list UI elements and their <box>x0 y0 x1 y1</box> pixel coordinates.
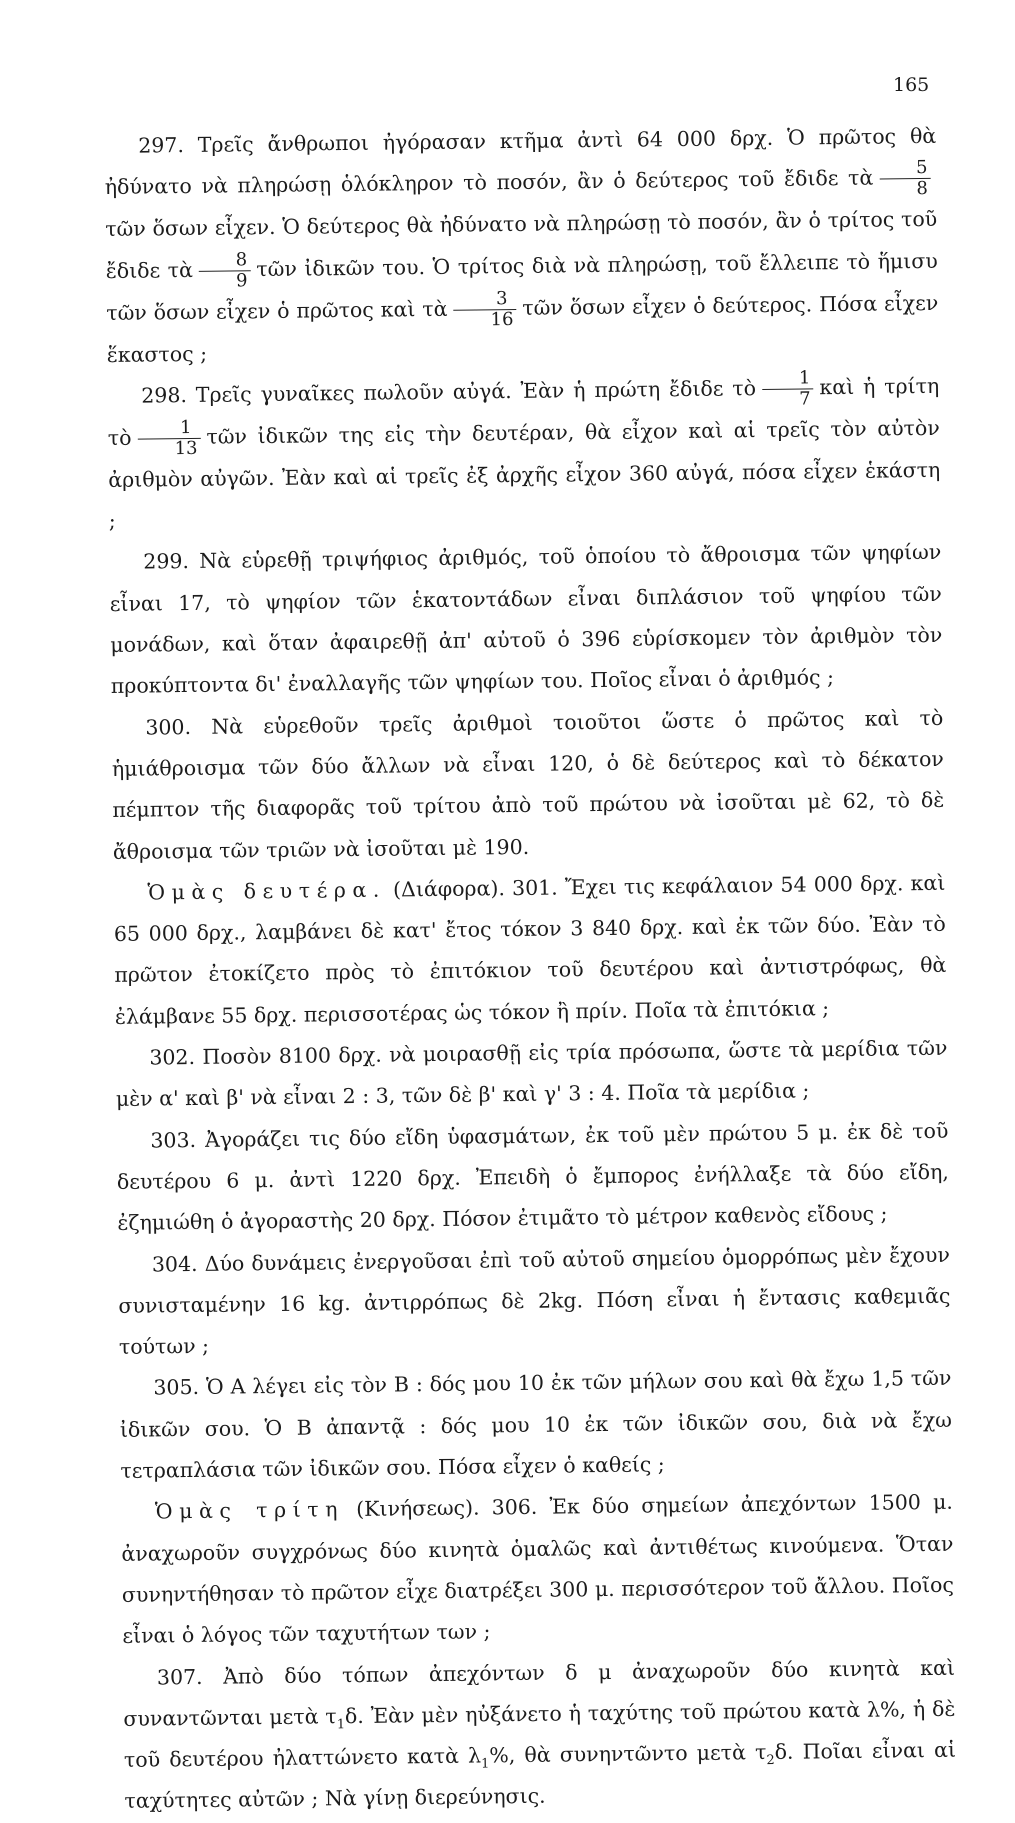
problem-300: 300. Νὰ εὑρεθοῦν τρεῖς ἀριθμοὶ τοιοῦτοι ὥστε ὁ πρῶτος καὶ τὸ ἡμιάθροισμα τῶν δύο ἄλλων νὰ εἶναι 120, ὁ δὲ δεύτερος καὶ τὸ δέκατον πέμπτον τῆς διαφορᾶς τοῦ τρίτου ἀπὸ τοῦ πρώτου νὰ ἰσοῦται μὲ 62, τὸ δὲ ἄθροισμα τῶν τριῶν νὰ ἰσοῦται μὲ 190. <box>111 705 945 864</box>
problem-306: Ὁμὰς τρίτη (Κινήσεως). 306. Ἐκ δύο σημείων ἀπεχόντων 1500 μ. ἀναχωροῦν συγχρόνως δύο κινητὰ ὁμαλῶς καὶ ἀντιθέτως κινούμενα. Ὅταν συνηντήθησαν τὸ πρῶτον εἶχε διατρέξει 300 μ. περισσότερον τοῦ ἄλλου. Ποῖος εἶναι ὁ λόγος τῶν ταχυτήτων των ; <box>121 1490 955 1649</box>
problem-298: 298. Τρεῖς γυναῖκες πωλοῦν αὐγά. Ἐὰν ἡ πρώτη ἔδιδε τὸ $\frac{1}{7}$ καὶ ἡ τρίτη τὸ $\frac{1}{13}$ τῶν ἰδικῶν της εἰς τὴν δευτέραν, θὰ εἶχον καὶ αἱ τρεῖς τὸν αὐτὸν ἀριθμὸν αὐγῶν. Ἐὰν καὶ αἱ τρεῖς ἐξ ἀρχῆς εἶχον 360 αὐγά, πόσα εἶχεν ἑκάστη ; <box>107 367 941 534</box>
fraction: $\frac{1}{13}$ <box>137 418 200 460</box>
fraction: $\frac{3}{16}$ <box>453 289 516 331</box>
problem-301: Ὁμὰς δευτέρα. (Διάφορα). 301. Ἔχει τις κεφάλαιον 54 000 δρχ. καὶ 65 000 δρχ., λαμβάνει δὲ κατ' ἔτος τόκον 3 840 δρχ. καὶ ἐκ τῶν δύο. Ἐὰν τὸ πρῶτον ἐτοκίζετο πρὸς τὸ ἐπιτόκιον τοῦ δευτέρου καὶ ἀντιστρόφως, θὰ ἐλάμβανε 55 δρχ. περισσοτέρας ὡς τόκον ἢ πρίν. Ποῖα τὰ ἐπιτόκια ; <box>113 870 947 1029</box>
problem-299: 299. Νὰ εὑρεθῇ τριψήφιος ἀριθμός, τοῦ ὁποίου τὸ ἄθροισμα τῶν ψηφίων εἶναι 17, τὸ ψηφίον τῶν ἑκατοντάδων εἶναι διπλάσιον τοῦ ψηφίου τῶν μονάδων, καὶ ὅταν ἀφαιρεθῇ ἀπ' αὐτοῦ ὁ 396 εὑρίσκομεν τὸν ἀριθμὸν τὸν προκύπτοντα δι' ἐναλλαγῆς τῶν ψηφίων του. Ποῖος εἶναι ὁ ἀριθμός ; <box>109 540 943 699</box>
page-body <box>104 116 957 1823</box>
problem-297: 297. Τρεῖς ἄνθρωποι ἠγόρασαν κτῆμα ἀντὶ 64 000 δρχ. Ὁ πρῶτος θὰ ἠδύνατο νὰ πληρώσῃ ὁλόκληρον τὸ ποσόν, ἂν ὁ δεύτερος τοῦ ἔδιδε τὰ $\frac{5}{8}$ τῶν ὅσων εἶχεν. Ὁ δεύτερος θὰ ἠδύνατο νὰ πληρώσῃ τὸ ποσόν, ἂν ὁ τρίτος τοῦ ἔδιδε τὰ $\frac{8}{9}$ τῶν ἰδικῶν του. Ὁ τρίτος διὰ νὰ πληρώσῃ, τοῦ ἔλλειπε τὸ ἥμισυ τῶν ὅσων εἶχεν ὁ πρῶτος καὶ τὰ $\frac{3}{16}$ τῶν ὅσων εἶχεν ὁ δεύτερος. Πόσα εἶχεν ἕκαστος ; <box>104 123 939 367</box>
problem-307: 307. Ἀπὸ δύο τόπων ἀπεχόντων δ μ ἀναχωροῦν δύο κινητὰ καὶ συναντῶνται μετὰ $\tau_1\delta$. Ἐὰν μὲν ηὐξάνετο ἡ ταχύτης τοῦ πρώτου κατὰ λ%, ἡ δὲ τοῦ δευτέρου ἠλαττώνετο κατὰ $\lambda_1\%$, θὰ συνηντῶντο μετὰ $\tau_2\delta$. Ποῖαι εἶναι αἱ ταχύτητες αὐτῶν ; Νὰ γίνῃ διερεύνησις. <box>123 1655 957 1814</box>
group-subtitle: (Διάφορα). <box>392 876 506 902</box>
fraction: $\frac{8}{9}$ <box>199 250 251 292</box>
page-number: 165 <box>893 74 930 96</box>
problem-304: 304. Δύο δυνάμεις ἐνεργοῦσαι ἐπὶ τοῦ αὐτοῦ σημείου ὁμορρόπως μὲν ἔχουν συνισταμένην 16 kg. ἀντιρρόπως δὲ 2kg. Πόση εἶναι ἡ ἔντασις καθεμιᾶς τούτων ; <box>118 1242 951 1360</box>
problem-302: 302. Ποσὸν 8100 δρχ. νὰ μοιρασθῇ εἰς τρία πρόσωπα, ὥστε τὰ μερίδια τῶν μὲν α' καὶ β' νὰ εἶναι 2 : 3, τῶν δὲ β' καὶ γ' 3 : 4. Ποῖα τὰ μερίδια ; <box>115 1035 948 1112</box>
group-subtitle: (Κινήσεως). <box>356 1495 480 1522</box>
problem-305: 305. Ὁ Α λέγει εἰς τὸν Β : δός μου 10 ἐκ τῶν μήλων σου καὶ θὰ ἔχω 1,5 τῶν ἰδικῶν σου. Ὁ Β ἀπαντᾷ : δός μου 10 ἐκ τῶν ἰδικῶν σου, διὰ νὰ ἔχω τετραπλάσια τῶν ἰδικῶν σου. Πόσα εἶχεν ὁ καθείς ; <box>119 1366 953 1483</box>
problem-303: 303. Ἀγοράζει τις δύο εἴδη ὑφασμάτων, ἐκ τοῦ μὲν πρώτου 5 μ. ἐκ δὲ τοῦ δευτέρου 6 μ. ἀντὶ 1220 δρχ. Ἐπειδὴ ὁ ἔμπορος ἐνήλλαξε τὰ δύο εἴδη, ἐζημιώθη ὁ ἀγοραστὴς 20 δρχ. Πόσον ἐτιμᾶτο τὸ μέτρον καθενὸς εἴδους ; <box>116 1118 949 1236</box>
fraction: $\frac{1}{7}$ <box>762 368 814 410</box>
fraction: $\frac{5}{8}$ <box>879 158 931 200</box>
group-heading: Ὁμὰς τρίτη <box>154 1497 345 1524</box>
group-heading: Ὁμὰς δευτέρα. <box>147 877 387 905</box>
